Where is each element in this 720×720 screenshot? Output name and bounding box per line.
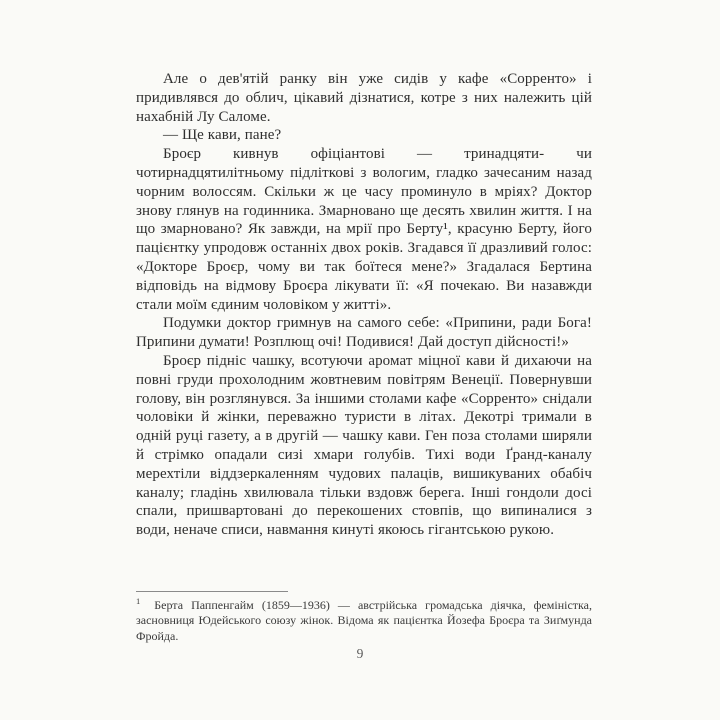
page-number: 9	[356, 646, 364, 661]
footnote-area	[136, 591, 592, 644]
paragraph: Але о дев'ятій ранку він уже сидів у кафе «Сорренто» і придивлявся до облич, цікавий дізнатися, котре з них належить цій нахабній Лу Саломе.	[136, 71, 592, 125]
paragraph: Броєр підніс чашку, всотуючи аромат міцної кави й дихаючи на повні груди прохолодним жовтневим повітрям Венеції. Повернувши голову, він розглянувся. За іншими столами кафе «Сорренто» снідали чоловіки й жінки, переважно туристи в літах. Декотрі тримали в одній руці газету, а в другій — чашку кави. Ген поза столами ширяли й стрімко опадали сизі хмари голубів. Тихі води Ґранд-каналу мерехтіли віддзеркаленням чудових палаців, вишикуваних обабіч каналу; гладінь хвилювала тільки вздовж берега. Інші гондоли досі спали, пришвартовані до перекошених стовпів, що випиналися з води, неначе списи, навмання кинуті якоюсь гігантською рукою.	[136, 352, 592, 539]
paragraph: Подумки доктор гримнув на самого себе: «Припини, ради Бога! Припини думати! Розплющ очі! Подивися! Дай доступ дійсності!»	[136, 315, 592, 351]
footnote-marker: 1	[136, 596, 141, 606]
body-text	[136, 70, 592, 540]
paragraph: Броєр кивнув офіціантові — тринадцяти- чи чотирнадцятилітньому підліткові з вологим, гладко зачесаним назад чорним волоссям. Скільки ж це часу проминуло в мріях? Доктор знову глянув на годинника. Змарновано ще десять хвилин життя. І на що змарновано? Як завжди, на мрії про Берту¹, красуню Берту, його пацієнтку упродовж останніх двох років. Згадався її дразливий голос: «Докторе Броєр, чому ви так боїтеся мене?» Згадалася Бертина відповідь на відмову Броєра лікувати її: «Я почекаю. Ви назавжди стали моїм єдиним чоловіком у житті».	[136, 146, 592, 313]
footnote	[136, 598, 592, 644]
dialogue-line: — Ще кави, пане?	[163, 127, 282, 144]
footnote-separator	[136, 591, 288, 592]
footnote-text: Берта Паппенгайм (1859—1936) — австрійська громадська діячка, феміністка, засновниця Юдейського союзу жінок. Відома як пацієнтка Йозефа Броєра та Зиґмунда Фройда.	[136, 598, 592, 643]
